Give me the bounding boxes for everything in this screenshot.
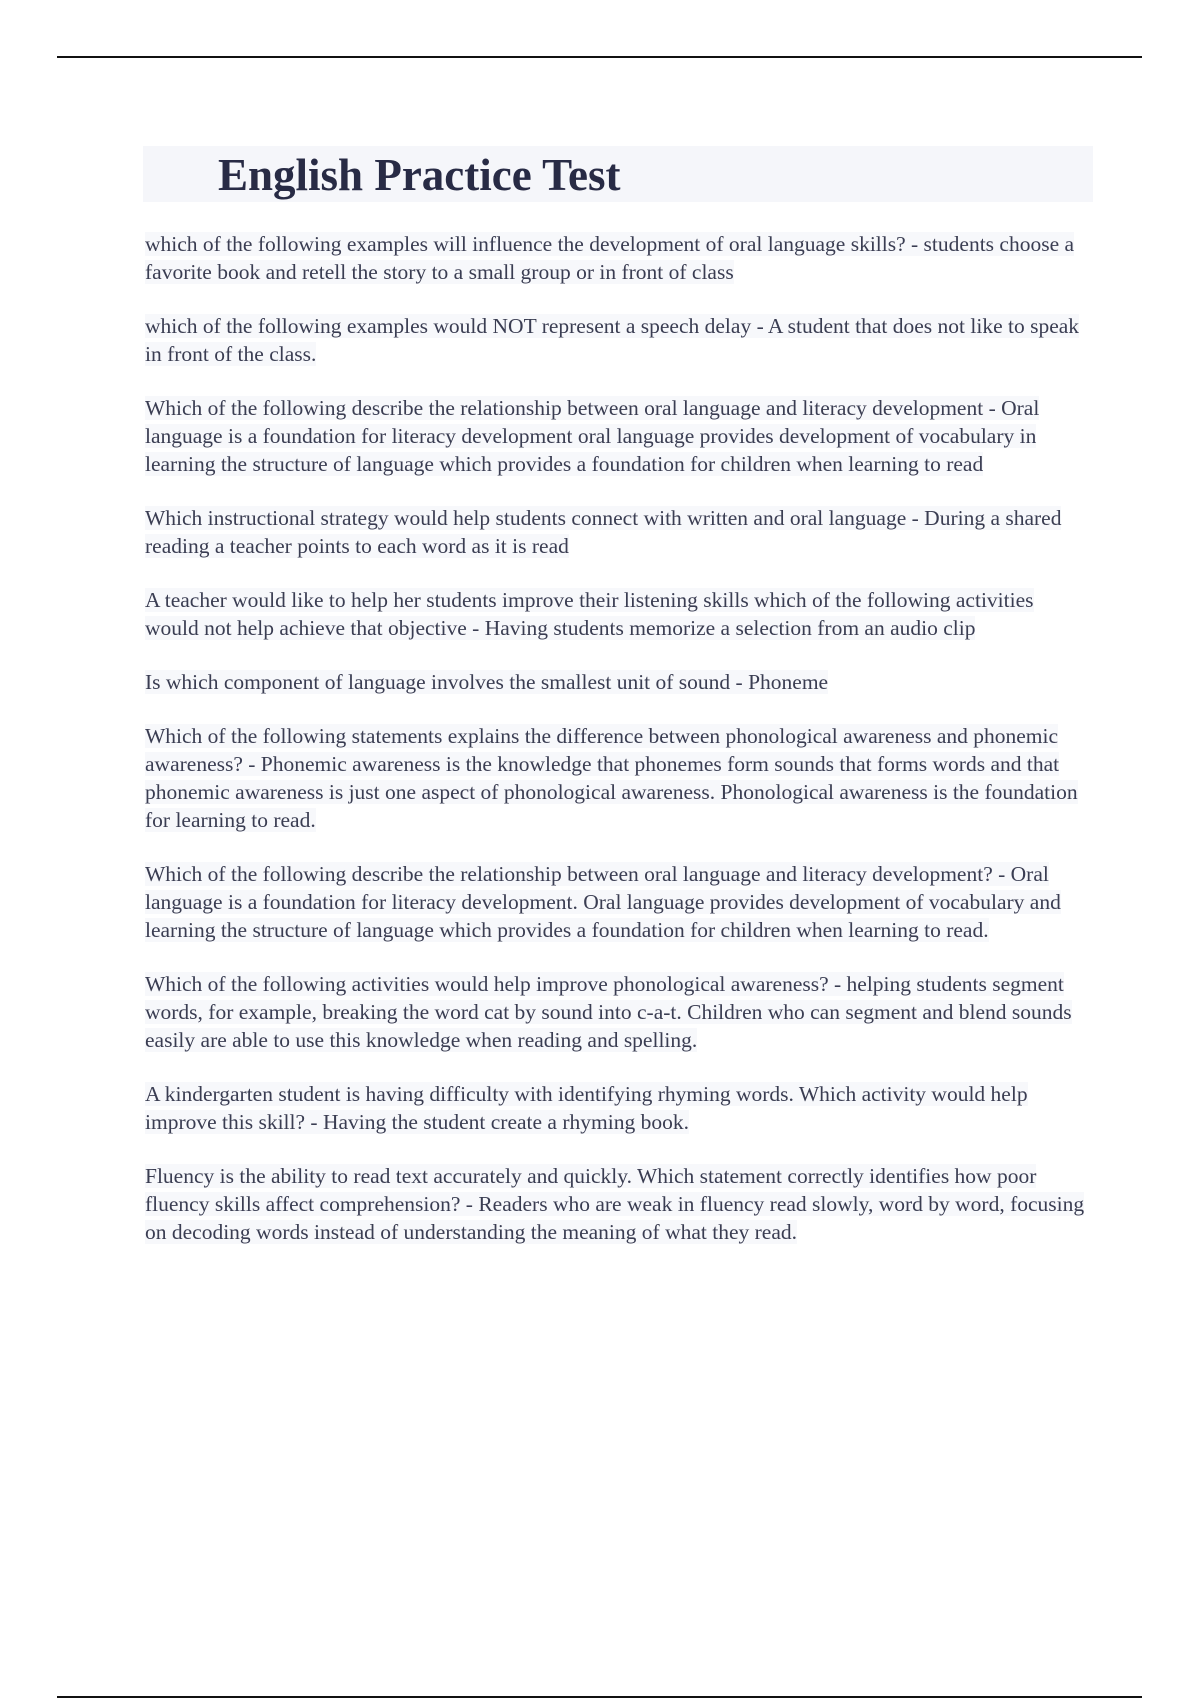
qa-list [145,230,1090,1272]
qa-item [145,586,1090,642]
qa-item-text: A teacher would like to help her students improve their listening skills which of the following activities would not help achieve that objective - Having students memorize a selection from an audio clip [145,588,1034,640]
qa-item-text: Which of the following statements explains the difference between phonological awareness and phonemic awareness? - Phonemic awareness is the knowledge that phonemes form sounds that forms words and that phonemic awareness is just one aspect of phonological awareness. Phonological awareness is the foundation for learning to read. [145,724,1078,832]
bottom-rule [57,1696,1142,1698]
qa-item [145,668,1090,696]
top-rule [57,56,1142,58]
qa-item [145,394,1090,478]
qa-item [145,312,1090,368]
qa-item-text: Is which component of language involves the smallest unit of sound - Phoneme [145,670,829,694]
qa-item-text: Which of the following describe the relationship between oral language and literacy development? - Oral language is a foundation for literacy development. Oral language provides development of vocabulary and learning the structure of language which provides a foundation for children when learning to read. [145,862,1061,942]
title-band [143,146,1093,202]
qa-item [145,1162,1090,1246]
qa-item-text: which of the following examples will influence the development of oral language skills? - students choose a favorite book and retell the story to a small group or in front of class [145,232,1075,284]
qa-item [145,1080,1090,1136]
qa-item [145,722,1090,834]
qa-item [145,504,1090,560]
qa-item-text: Fluency is the ability to read text accurately and quickly. Which statement correctly identifies how poor fluency skills affect comprehension? - Readers who are weak in fluency read slowly, word by word, focusing on decoding words instead of understanding the meaning of what they read. [145,1164,1085,1244]
qa-item [145,230,1090,286]
page-title: English Practice Test [218,150,621,200]
qa-item-text: which of the following examples would NOT represent a speech delay - A student that does not like to speak in front of the class. [145,314,1080,366]
qa-item-text: Which of the following activities would help improve phonological awareness? - helping students segment words, for example, breaking the word cat by sound into c-a-t. Children who can segment and blend sounds easily are able to use this knowledge when reading and spelling. [145,972,1072,1052]
qa-item-text: Which instructional strategy would help students connect with written and oral language - During a shared reading a teacher points to each word as it is read [145,506,1062,558]
qa-item [145,860,1090,944]
qa-item-text: Which of the following describe the relationship between oral language and literacy development - Oral language is a foundation for literacy development oral language provides development of vocabulary in learning the structure of language which provides a foundation for children when learning to read [145,396,1040,476]
qa-item [145,970,1090,1054]
qa-item-text: A kindergarten student is having difficulty with identifying rhyming words. Which activity would help improve this skill? - Having the student create a rhyming book. [145,1082,1028,1134]
